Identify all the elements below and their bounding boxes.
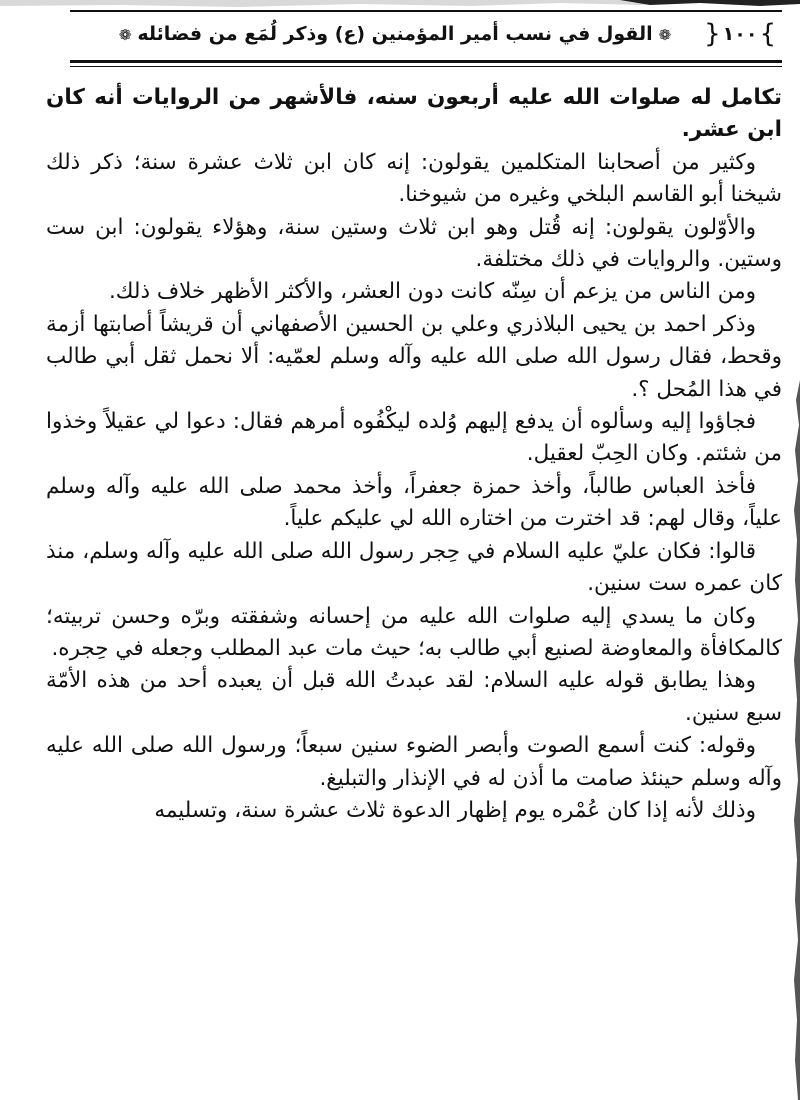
paragraph: وقوله: كنت أسمع الصوت وأبصر الضوء سنين سبعاً؛ ورسول الله صلى الله عليه وآله وسلم حينئذ صامت ما أذن له في الإنذار والتبليغ.: [46, 733, 782, 791]
paragraph: وذكر احمد بن يحيى البلاذري وعلي بن الحسين الأصفهاني أن قريشاً أصابتها أزمة وقحط، فقال رسول الله صلى الله عليه وآله وسلم لعمّيه: ألا نحمل ثقل أبي طالب في هذا المُحل ؟.: [46, 311, 782, 402]
paragraph: تكامل له صلوات الله عليه أربعون سنه، فالأشهر من الروايات أنه كان ابن عشر.: [46, 85, 782, 143]
paragraph: فجاؤوا إليه وسألوه أن يدفع إليهم وُلده ليكْفُوه أمرهم فقال: دعوا لي عقيلاً وخذوا من شئتم. وكان الحِبّ لعقيل.: [46, 409, 782, 467]
paragraph: وكان ما يسدي إليه صلوات الله عليه من إحسانه وشفقته وبرّه وحسن تربيته؛ كالمكافأة والمعاوضة لصنيع أبي طالب به؛ حيث مات عبد المطلب وجعله في حِجره.: [46, 603, 782, 661]
flower-ornament-icon: ❁: [118, 26, 132, 44]
binding-edge: [792, 380, 800, 1100]
paragraph: ومن الناس من يزعم أن سِنّه كانت دون العشر، والأكثر الأظهر خلاف ذلك.: [108, 279, 756, 305]
paragraph: والأوّلون يقولون: إنه قُتل وهو ابن ثلاث وستين سنة، وهؤلاء يقولون: ابن ست وستين. والروايات في ذلك مختلفة.: [46, 214, 782, 273]
brace-right-icon: }: [759, 19, 776, 49]
page-number-box: [702, 18, 778, 50]
paragraph: فأخذ العباس طالباً، وأخذ حمزة جعفراً، وأخذ محمد صلى الله عليه وآله وسلم علياً، وقال لهم: قد اخترت من اختاره الله لي عليكم علياً.: [46, 473, 782, 532]
brace-left-icon: {: [704, 19, 721, 49]
paragraph: وكثير من أصحابنا المتكلمين يقولون: إنه كان ابن ثلاث عشرة سنة؛ ذكر ذلك شيخنا أبو القاسم البلخي وغيره من شيوخنا.: [46, 149, 782, 208]
header-bottom-thin-rule: [70, 66, 782, 67]
flower-ornament-icon: ❁: [658, 26, 672, 44]
paragraph: وذلك لأنه إذا كان عُمْره يوم إظهار الدعوة ثلاث عشرة سنة، وتسليمه: [154, 797, 756, 823]
running-title-text: القول في نسب أمير المؤمنين (ع) وذكر لُمَع من فضائله: [137, 23, 653, 45]
running-title: [90, 18, 700, 50]
page-number: ١٠٠: [722, 23, 758, 45]
paragraph: وهذا يطابق قوله عليه السلام: لقد عبدتُ الله قبل أن يعبده أحد من هذه الأمّة سبع سنين.: [46, 668, 782, 726]
page-header: [70, 10, 782, 62]
paragraph: قالوا: فكان عليّ عليه السلام في حِجر رسول الله صلى الله عليه وآله وسلم، منذ كان عمره ست سنين.: [46, 538, 782, 597]
body-text: [46, 82, 782, 827]
